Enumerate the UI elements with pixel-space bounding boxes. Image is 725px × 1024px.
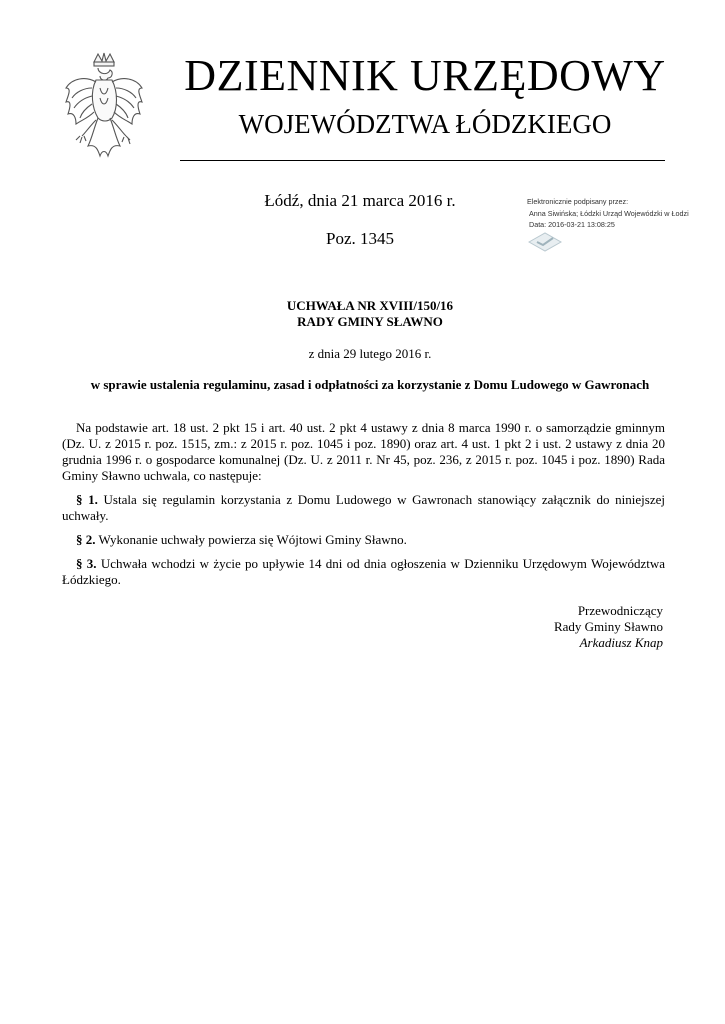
- resolution-issuer: RADY GMINY SŁAWNO: [297, 314, 443, 329]
- gazette-title: DZIENNIK URZĘDOWY: [184, 51, 666, 100]
- publication-position: Poz. 1345: [326, 229, 394, 248]
- signature-label: Elektronicznie podpisany przez:: [527, 197, 629, 206]
- electronic-signature-block: [527, 196, 717, 231]
- gazette-subtitle: WOJEWÓDZTWA ŁÓDZKIEGO: [238, 109, 612, 139]
- paragraph-1: [62, 492, 665, 524]
- resolution-subject: w sprawie ustalenia regulaminu, zasad i odpłatności za korzystanie z Domu Ludowego w Gawronach: [90, 377, 650, 392]
- signatory-body: Rady Gminy Sławno: [553, 619, 663, 634]
- paragraph-2: [62, 532, 665, 548]
- signatory-name: Arkadiusz Knap: [579, 635, 663, 650]
- signature-date: Data: 2016-03-21 13:08:25: [529, 220, 615, 229]
- signatory-block: [420, 603, 663, 651]
- paragraph-text: Uchwała wchodzi w życie po upływie 14 dni od dnia ogłoszenia w Dzienniku Urzędowym Województwa Łódzkiego.: [62, 556, 666, 587]
- signatory-role: Przewodniczący: [577, 603, 663, 618]
- paragraph-3: [62, 556, 665, 588]
- publication-place-date: Łódź, dnia 21 marca 2016 r.: [264, 191, 456, 210]
- resolution-number: UCHWAŁA NR XVIII/150/16: [286, 298, 454, 313]
- paragraph-text: Ustala się regulamin korzystania z Domu Ludowego w Gawronach stanowiący załącznik do niniejszej uchwały.: [62, 492, 666, 523]
- paragraph-number: § 3.: [76, 556, 97, 571]
- resolution-body: [62, 420, 665, 596]
- paragraph-text: Wykonanie uchwały powierza się Wójtowi Gminy Sławno.: [98, 532, 407, 547]
- resolution-date: z dnia 29 lutego 2016 r.: [308, 346, 432, 361]
- signature-check-icon: [528, 231, 562, 253]
- signature-signer: Anna Siwińska; Łódzki Urząd Wojewódzki w Łodzi: [529, 208, 689, 218]
- masthead-divider: [180, 160, 665, 161]
- legal-basis-preamble: Na podstawie art. 18 ust. 2 pkt 15 i art. 40 ust. 2 pkt 4 ustawy z dnia 8 marca 1990 r. o samorządzie gminnym (Dz. U. z 2015 r. poz. 1515, zm.: z 2015 r. poz. 1045 i poz. 1890) oraz art. 4 ust. 1 pkt 2 i ust. 2 ustawy z dnia 20 grudnia 1996 r. o gospodarce komunalnej (Dz. U. z 2011 r. Nr 45, poz. 236, z 2015 r. poz. 1045 i poz. 1890) Rada Gminy Sławno uchwala, co następuje:: [62, 420, 665, 483]
- paragraph-number: § 2.: [76, 532, 96, 547]
- resolution-title: [100, 298, 640, 330]
- paragraph-number: § 1.: [76, 492, 98, 507]
- white-eagle-emblem-icon: [62, 52, 146, 162]
